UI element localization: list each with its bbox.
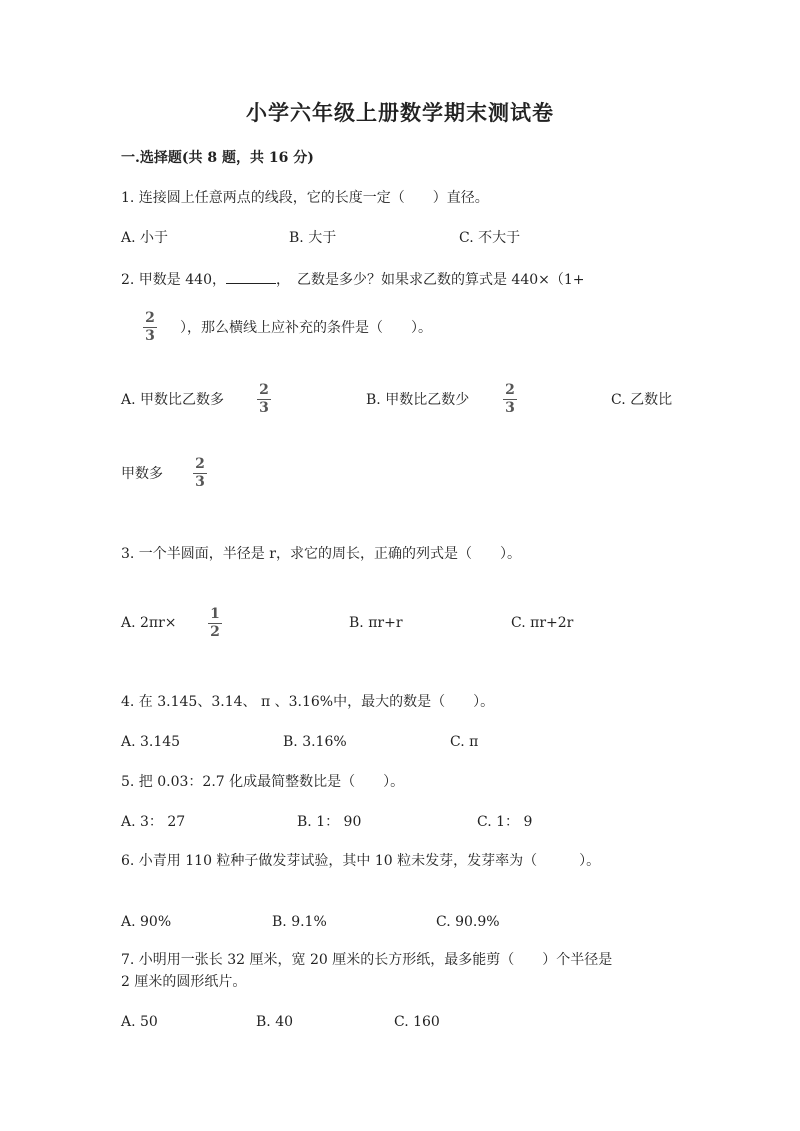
fill-in-blank (226, 271, 276, 284)
q6-option-c[interactable]: C. 90.9% (436, 914, 500, 930)
fraction-denominator: 3 (145, 328, 155, 344)
q2-option-a[interactable]: A. 甲数比乙数多 (121, 392, 225, 408)
question-7-line1: 7. 小明用一张长 32 厘米，宽 20 厘米的长方形纸，最多能剪（ ）个半径是 (121, 952, 613, 968)
question-2-line2: ），那么横线上应补充的条件是（ ）。 (180, 320, 432, 336)
fraction-numerator: 2 (259, 382, 269, 398)
q5-option-c[interactable]: C. 1： 9 (477, 814, 533, 830)
q3-option-a-fraction (208, 607, 222, 640)
q7-option-a[interactable]: A. 50 (121, 1014, 158, 1030)
fraction-numerator: 2 (145, 310, 155, 326)
q3-option-a[interactable]: A. 2πr× (121, 615, 177, 631)
q3-option-c[interactable]: C. πr+2r (511, 615, 574, 631)
q5-option-b[interactable]: B. 1： 90 (297, 814, 362, 830)
q2-option-c-continued: 甲数多 (121, 466, 163, 482)
q5-option-a[interactable]: A. 3： 27 (121, 814, 186, 830)
q2-option-c[interactable]: C. 乙数比 (611, 392, 673, 408)
q2-option-b-fraction (503, 383, 517, 416)
q6-option-b[interactable]: B. 9.1% (272, 914, 327, 930)
q2-text-start: 2. 甲数是 440， (121, 272, 226, 288)
q6-option-a[interactable]: A. 90% (121, 914, 172, 930)
fraction-denominator: 3 (259, 400, 269, 416)
q2-text-end: ， 乙数是多少？如果求乙数的算式是 440×（1+ (275, 272, 585, 288)
question-6: 6. 小青用 110 粒种子做发芽试验，其中 10 粒未发芽，发芽率为（ ）。 (121, 853, 601, 869)
fraction-denominator: 3 (505, 400, 515, 416)
q4-option-c[interactable]: C. π (450, 734, 479, 750)
question-4: 4. 在 3.145、3.14、 π 、3.16%中，最大的数是（ ）。 (121, 694, 495, 710)
question-3: 3. 一个半圆面，半径是 r，求它的周长，正确的列式是（ ）。 (121, 546, 521, 562)
section-heading: 一.选择题(共 8 题，共 16 分) (121, 150, 314, 166)
q7-option-c[interactable]: C. 160 (394, 1014, 440, 1030)
q1-option-c[interactable]: C. 不大于 (459, 230, 521, 246)
q2-fraction (143, 311, 157, 344)
fraction-numerator: 2 (505, 382, 515, 398)
question-7-line2: 2 厘米的圆形纸片。 (121, 974, 247, 990)
page-title: 小学六年级上册数学期末测试卷 (246, 100, 554, 125)
q4-option-b[interactable]: B. 3.16% (283, 734, 347, 750)
fraction-denominator: 3 (195, 474, 205, 490)
q3-option-b[interactable]: B. πr+r (349, 615, 403, 631)
q2-option-a-fraction (257, 383, 271, 416)
q2-option-b[interactable]: B. 甲数比乙数少 (366, 392, 470, 408)
q1-option-b[interactable]: B. 大于 (289, 230, 337, 246)
question-2-line1 (121, 271, 585, 289)
q2-option-c-fraction (193, 457, 207, 490)
question-5: 5. 把 0.03：2.7 化成最简整数比是（ ）。 (121, 774, 405, 790)
q7-option-b[interactable]: B. 40 (256, 1014, 294, 1030)
q4-option-a[interactable]: A. 3.145 (121, 734, 181, 750)
fraction-numerator: 2 (195, 456, 205, 472)
fraction-denominator: 2 (210, 624, 220, 640)
question-1: 1. 连接圆上任意两点的线段，它的长度一定（ ）直径。 (121, 190, 489, 206)
fraction-numerator: 1 (210, 606, 220, 622)
q1-option-a[interactable]: A. 小于 (121, 230, 169, 246)
